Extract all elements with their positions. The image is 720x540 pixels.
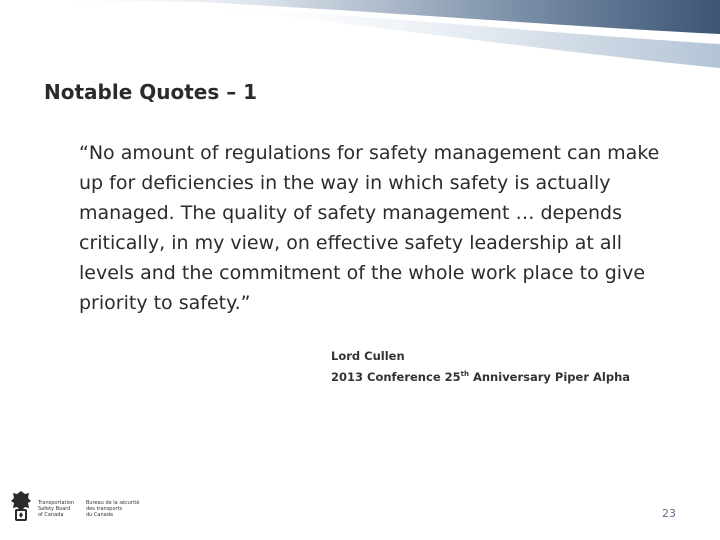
tsb-logo bbox=[8, 490, 158, 526]
attribution-event-prefix: 2013 Conference 25 bbox=[331, 370, 461, 384]
attribution-event-superscript: th bbox=[460, 370, 469, 379]
attribution bbox=[331, 346, 630, 388]
attribution-event-suffix: Anniversary Piper Alpha bbox=[468, 370, 631, 384]
canada-crest-icon bbox=[8, 490, 34, 524]
org-name-fr: Bureau de la sécurité des transports du Canada bbox=[86, 500, 140, 518]
header-banner bbox=[0, 0, 720, 80]
org-name-en: Transportation Safety Board of Canada bbox=[38, 500, 75, 518]
attribution-event bbox=[331, 367, 630, 388]
quote-text: “No amount of regulations for safety management can make up for deficiencies in the way in which safety is actually managed. The quality of safety management … depends critically, in my view, on effective safety leadership at all levels and the commitment of the whole work place to give priority to safety.” bbox=[79, 142, 660, 314]
attribution-name: Lord Cullen bbox=[331, 349, 405, 363]
page-number: 23 bbox=[662, 507, 676, 520]
slide-title: Notable Quotes – 1 bbox=[44, 80, 258, 104]
